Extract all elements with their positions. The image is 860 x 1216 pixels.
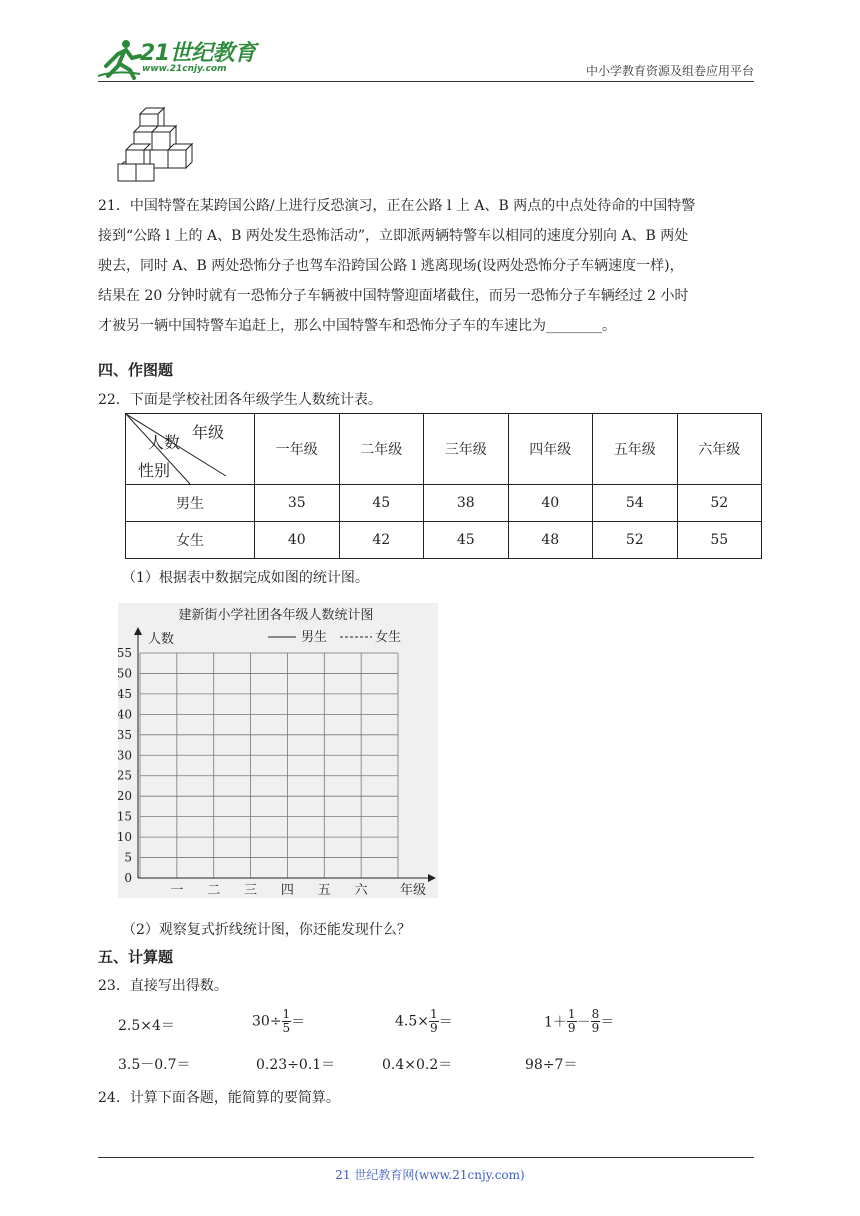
table-row-label: 女生 xyxy=(126,522,255,559)
calc-6: 0.23÷0.1＝ xyxy=(256,1057,336,1073)
question-24-title: 24．计算下面各题，能简算的要简算。 xyxy=(98,1090,340,1106)
header-platform-text: 中小学教育资源及组卷应用平台 xyxy=(585,64,754,78)
corner-label-gender: 性别 xyxy=(138,461,171,480)
table-cell: 35 xyxy=(255,485,340,522)
x-axis-arrow-icon xyxy=(428,874,436,882)
q21-line-4: 结果在 20 分钟时就有一恐怖分子车辆被中国特警迎面堵截住，而另一恐怖分子车辆经过 2 小时 xyxy=(98,288,689,304)
table-cell: 52 xyxy=(677,485,762,522)
fraction: $\frac{1}{5}$ xyxy=(282,1007,291,1035)
table-header-cell: 一年级 xyxy=(255,414,340,485)
fraction: $\frac{8}{9}$ xyxy=(591,1007,600,1035)
y-tick-label: 15 xyxy=(118,809,132,824)
calc-7: 0.4×0.2＝ xyxy=(382,1057,453,1073)
y-tick-label: 45 xyxy=(118,686,132,701)
corner-label-count: 人数 xyxy=(148,433,181,452)
x-tick-label: 一 xyxy=(170,883,184,898)
y-tick-label: 5 xyxy=(124,850,132,865)
table-cell: 45 xyxy=(339,485,424,522)
x-tick-label: 五 xyxy=(317,883,331,898)
chart-canvas xyxy=(118,603,438,898)
y-tick-label: 30 xyxy=(118,748,132,763)
calc-8: 98÷7＝ xyxy=(525,1057,578,1073)
y-tick-label: 20 xyxy=(118,789,132,804)
legend-male-label: 男生 xyxy=(301,630,328,645)
table-row xyxy=(126,522,762,559)
question-22-title: 22．下面是学校社团各年级学生人数统计表。 xyxy=(98,392,382,408)
table-cell: 40 xyxy=(508,485,593,522)
corner-label-grade: 年级 xyxy=(192,423,225,442)
question-23-title: 23．直接写出得数。 xyxy=(98,978,228,994)
legend-female-label: 女生 xyxy=(375,630,402,645)
table-header-cell: 二年级 xyxy=(339,414,424,485)
y-tick-label: 40 xyxy=(118,707,132,722)
calc-1: 2.5×4＝ xyxy=(118,1018,175,1034)
table-header-cell: 六年级 xyxy=(677,414,762,485)
logo-url: www.21cnjy.com xyxy=(142,64,227,74)
table-corner-cell xyxy=(126,414,255,485)
q22-sub2: （2）观察复式折线统计图，你还能发现什么？ xyxy=(122,922,411,938)
table-cell: 40 xyxy=(255,522,340,559)
calc-4: 1＋ $\frac{1}{9}$ － $\frac{8}{9}$ ＝ xyxy=(544,1007,615,1035)
chart-title: 建新街小学社团各年级人数统计图 xyxy=(178,608,374,623)
stats-table xyxy=(125,413,762,559)
section-title-drawing: 四、作图题 xyxy=(98,361,174,379)
y-axis-arrow-icon xyxy=(134,627,142,635)
logo-text: 21世纪教育 xyxy=(140,41,256,66)
chart-x-ticks xyxy=(170,883,368,898)
cube-stack-figure xyxy=(116,104,196,182)
question-21 xyxy=(98,191,762,341)
table-row-label: 男生 xyxy=(126,485,255,522)
table-cell: 55 xyxy=(677,522,762,559)
y-tick-label: 50 xyxy=(118,666,132,681)
calc-2: 30÷ $\frac{1}{5}$ ＝ xyxy=(252,1007,306,1035)
q21-line-5: 才被另一辆中国特警车追赶上，那么中国特警车和恐怖分子车的车速比为________。 xyxy=(98,318,616,334)
chart-y-axis-label: 人数 xyxy=(148,632,175,647)
footer-text: 21 世纪教育网(www.21cnjy.com) xyxy=(335,1168,525,1182)
table-cell: 54 xyxy=(593,485,678,522)
chart-y-ticks xyxy=(118,646,132,885)
footer-divider xyxy=(98,1157,754,1158)
calc-3: 4.5× $\frac{1}{9}$ ＝ xyxy=(395,1007,453,1035)
table-cell: 48 xyxy=(508,522,593,559)
section-title-calc: 五、计算题 xyxy=(98,948,174,966)
table-cell: 52 xyxy=(593,522,678,559)
x-tick-label: 三 xyxy=(244,883,258,898)
chart-x-axis-label: 年级 xyxy=(400,883,427,898)
y-tick-label: 0 xyxy=(124,871,132,885)
q21-line-3: 驶去，同时 A、B 两处恐怖分子也驾车沿跨国公路 l 逃离现场(设两处恐怖分子车辆速度一样)， xyxy=(98,258,684,274)
q22-sub1: （1）根据表中数据完成如图的统计图。 xyxy=(122,570,369,586)
fraction: $\frac{1}{9}$ xyxy=(430,1007,438,1035)
q21-line-1: 21．中国特警在某跨国公路/上进行反恐演习，正在公路 l 上 A、B 两点的中点处待命的中国特警 xyxy=(98,198,696,214)
y-tick-label: 10 xyxy=(118,830,132,845)
q21-line-2: 接到“公路 l 上的 A、B 两处发生恐怖活动”，立即派两辆特警车以相同的速度分别向 A、B 两处 xyxy=(98,228,689,244)
table-row xyxy=(126,485,762,522)
table-header-cell: 四年级 xyxy=(508,414,593,485)
y-tick-label: 25 xyxy=(118,768,132,783)
table-cell: 42 xyxy=(339,522,424,559)
table-header-cell: 三年级 xyxy=(424,414,509,485)
fraction: $\frac{1}{9}$ xyxy=(567,1007,576,1035)
table-cell: 38 xyxy=(424,485,509,522)
table-cell: 45 xyxy=(424,522,509,559)
x-tick-label: 六 xyxy=(354,883,368,898)
table-header-cell: 五年级 xyxy=(593,414,678,485)
chart-grid xyxy=(140,653,398,878)
y-tick-label: 35 xyxy=(118,727,132,742)
table-header-row xyxy=(126,414,762,485)
calc-5: 3.5－0.7＝ xyxy=(118,1057,191,1073)
y-tick-label: 55 xyxy=(118,646,132,660)
blank-chart xyxy=(118,603,438,898)
x-tick-label: 二 xyxy=(207,883,221,898)
x-tick-label: 四 xyxy=(280,883,294,898)
header-divider xyxy=(98,81,754,82)
